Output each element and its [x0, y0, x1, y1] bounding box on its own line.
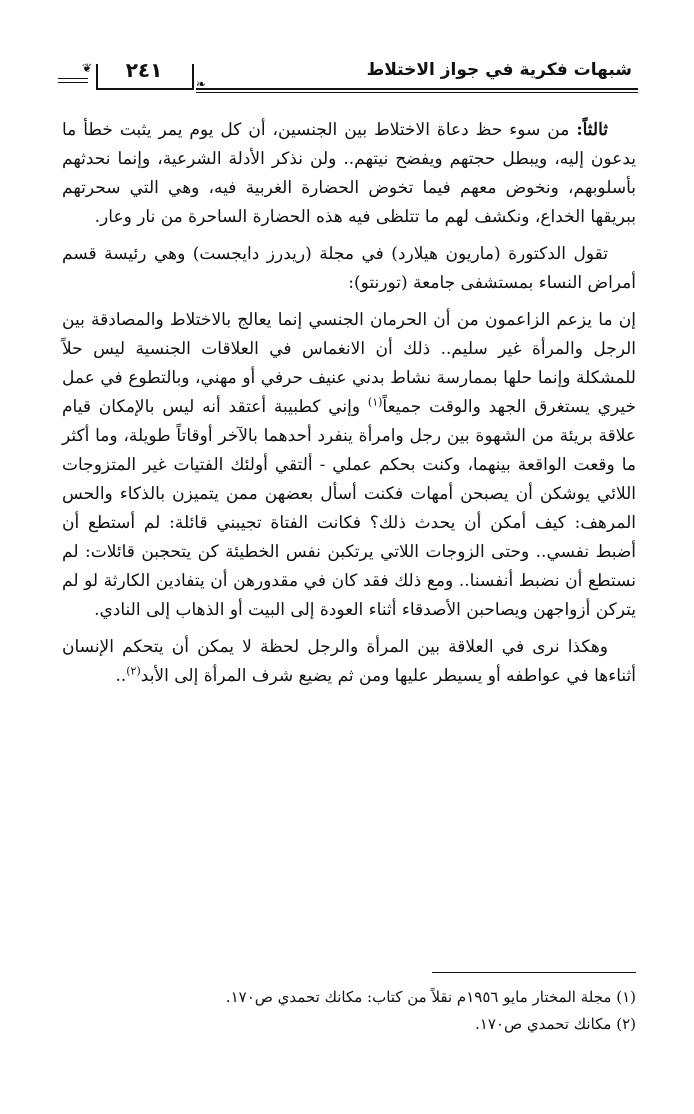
paragraph-text: من سوء حظ دعاة الاختلاط بين الجنسين، أن كل يوم يمر يثبت خطأ ما يدعون إليه، ويبطل حجتهم ويفضح نيتهم.. ولن نذكر الأدلة الشرعية، وإنما نحدثهم بأسلوبهم، ونخوض معهم فيما تخوض الحضارة الغربية فيه، وهي التي سحرتهم ببريقها الخداع، ونكشف لهم ما تتلظى فيه هذه الحضارة الساحرة من نار وعار.: [62, 120, 636, 227]
page-header: [58, 50, 638, 96]
paragraph-text: ..: [115, 666, 127, 686]
header-rule-left-2: [58, 82, 88, 83]
leaf-ornament-icon: ❦: [82, 61, 93, 75]
running-title: شبهات فكرية في جواز الاختلاط: [366, 60, 632, 80]
paragraph: [62, 116, 636, 232]
leaf-ornament-icon: ❧: [196, 77, 207, 91]
body-text: [62, 116, 636, 699]
footnote: (١) مجلة المختار مايو ١٩٥٦م نقلاً من كتاب: مكانك تحمدي ص١٧٠.: [225, 988, 636, 1006]
header-rule-thin: [196, 92, 638, 93]
footnote-separator: [432, 972, 636, 973]
header-rule: [196, 88, 638, 90]
footnotes: [62, 984, 636, 1038]
paragraph-text: وهكذا نرى في العلاقة بين المرأة والرجل لحظة لا يمكن أن يتحكم الإنسان أثناءها في عواطفه أو يسيطر عليها ومن ثم يضيع شرف المرأة إلى الأبد: [62, 637, 636, 686]
quoted-paragraph: [62, 306, 636, 625]
footnote-ref: (١): [367, 395, 383, 409]
footnote-ref: (٢): [126, 664, 141, 678]
footnote: (٢) مكانك تحمدي ص١٧٠.: [474, 1015, 636, 1033]
header-rule-left: [58, 78, 88, 79]
paragraph: تقول الدكتورة (ماريون هيلارد) في مجلة (ريدرز دايجست) وهي رئيسة قسم أمراض النساء بمستشفى جامعة (تورنتو):: [62, 244, 636, 293]
paragraph-text: وإني كطبيبة أعتقد أنه ليس بالإمكان قيام علاقة بريئة من الشهوة بين رجل وامرأة ينفرد أحدهما بالآخر أوقاتاً طويلة، وما أكثر ما وقعت الواقعة بينهما، وكنت بحكم عملي - ألتقي أولئك الفتيات غير المتزوجات اللائي يوشكن أن يصبحن أمهات فكنت أسأل بعضهن ممن يتميزن بالذكاء والحس المرهف: كيف أمكن أن يحدث ذلك؟ فكانت الفتاة تجيبني قائلة: لم أستطع أن أضبط نفسي.. وحتى الزوجات اللاتي يرتكبن نفس الخطيئة كن يتحجبن قائلات: لم نستطع أن نضبط أنفسنا.. ومع ذلك فقد كان في مقدورهن أن يتفادين الكارثة لو لم يتركن أزواجهن ويصاحبن الأصدقاء أثناء العودة إلى البيت أو الذهاب إلى النادي.: [62, 397, 636, 620]
paragraph-lead: ثالثاً:: [576, 120, 608, 140]
page-number: ٢٤١: [125, 58, 163, 82]
paragraph-text: إن ما يزعم الزاعمون من أن الحرمان الجنسي إنما يعالج بالاختلاط والمصادقة بين الرجل والمرأة غير سليم.. ذلك أن الانغماس في العلاقات الجنسية ليس حلاً للمشكلة وإنما حلها بممارسة نشاط بدني عنيف حرفي أو مهني، وبالتطوع في عمل خيري يستغرق الجهد والوقت جميعاً: [62, 310, 637, 417]
paragraph: [62, 633, 636, 691]
